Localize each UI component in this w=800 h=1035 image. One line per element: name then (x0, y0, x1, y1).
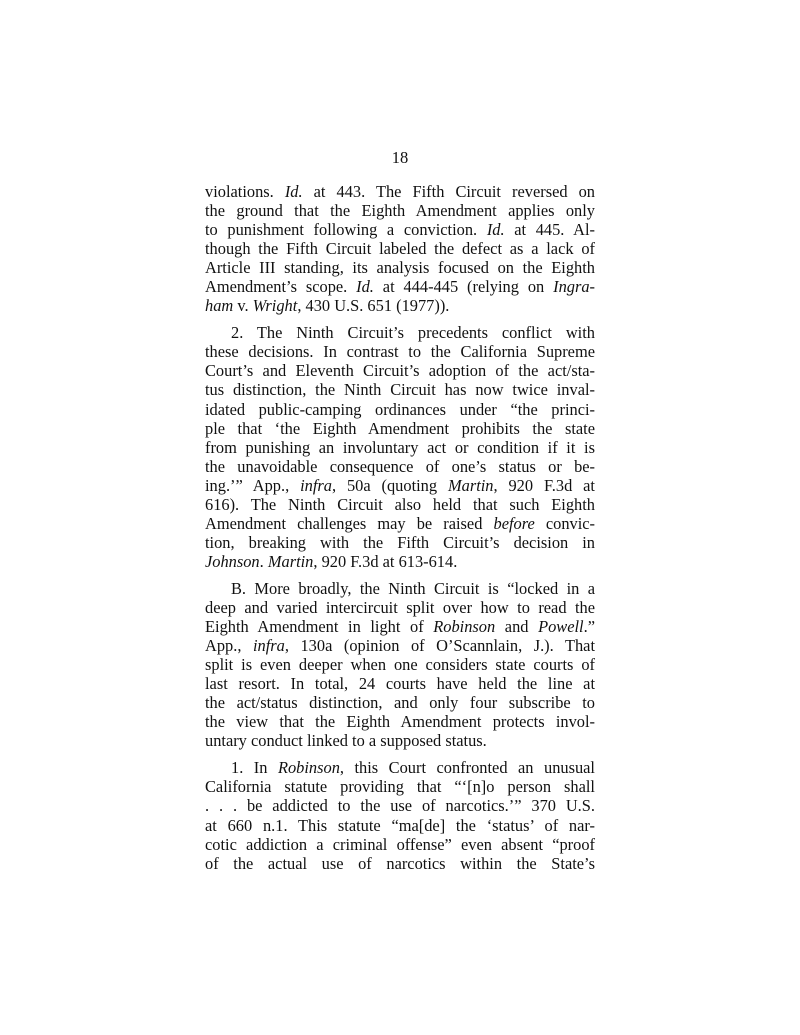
text-line: B. More broadly, the Ninth Circuit is “locked in a (231, 578, 595, 598)
text-line: tus distinction, the Ninth Circuit has now twice inval- (205, 380, 595, 400)
text-line: the view that the Eighth Amendment protects invol- (205, 712, 595, 732)
text-line: the unavoidable consequence of one’s status or be- (205, 456, 595, 476)
text-line: ham v. Wright, 430 U.S. 651 (1977)). (205, 296, 450, 316)
text-line: of the actual use of narcotics within the State’s (205, 853, 595, 873)
text-line: the act/status distinction, and only four subscribe to (205, 693, 595, 713)
text-line: violations. Id. at 443. The Fifth Circuit reversed on (205, 182, 595, 201)
text-line: from punishing an involuntary act or condition if it is (205, 437, 595, 457)
text-line: App., infra, 130a (opinion of O’Scannlain, J.). That (205, 636, 595, 656)
text-line: untary conduct linked to a supposed status. (205, 731, 487, 751)
paragraph-fifth-circuit-johnson (205, 182, 595, 315)
text-line: last resort. In total, 24 courts have held the line at (205, 674, 595, 694)
text-line: tion, breaking with the Fifth Circuit’s decision in (205, 532, 595, 552)
text-line: deep and varied intercircuit split over how to read the (205, 597, 595, 617)
page-number: 18 (391, 148, 409, 167)
text-line: split is even deeper when one considers state courts of (205, 655, 595, 675)
paragraph-ninth-circuit-conflict (205, 323, 595, 571)
text-line: Court’s and Eleventh Circuit’s adoption of the act/sta- (205, 361, 595, 381)
text-line: idated public-camping ordinances under “the princi- (205, 399, 595, 419)
text-line: 2. The Ninth Circuit’s precedents conflict with (231, 323, 595, 343)
text-line: California statute providing that “‘[n]o person shall (205, 777, 595, 797)
text-line: ing.’” App., infra, 50a (quoting Martin, 920 F.3d at (205, 475, 595, 495)
text-line: the ground that the Eighth Amendment applies only (205, 201, 595, 221)
text-line: Article III standing, its analysis focused on the Eighth (205, 258, 595, 278)
text-line: 616). The Ninth Circuit also held that such Eighth (205, 494, 595, 514)
text-line: to punishment following a conviction. Id. at 445. Al- (205, 220, 595, 240)
text-line: ple that ‘the Eighth Amendment prohibits the state (205, 418, 595, 438)
text-line: cotic addiction a criminal offense” even absent “proof (205, 834, 595, 854)
text-line: though the Fifth Circuit labeled the defect as a lack of (205, 239, 595, 259)
text-line: these decisions. In contrast to the California Supreme (205, 342, 595, 362)
text-line: at 660 n.1. This statute “ma[de] the ‘status’ of nar- (205, 815, 595, 835)
document-body (205, 182, 595, 873)
text-line: Amendment’s scope. Id. at 444-445 (relying on Ingra- (205, 277, 595, 297)
text-line: . . . be addicted to the use of narcotics.’” 370 U.S. (205, 796, 595, 816)
paragraph-robinson (205, 758, 595, 872)
text-line: Amendment challenges may be raised before convic- (205, 513, 596, 533)
text-line: Johnson. Martin, 920 F.3d at 613-614. (205, 551, 458, 571)
text-line: 1. In Robinson, this Court confronted an unusual (231, 758, 595, 778)
text-line: Eighth Amendment in light of Robinson and Powell.” (205, 617, 595, 637)
paragraph-intercircuit-split (205, 579, 595, 750)
